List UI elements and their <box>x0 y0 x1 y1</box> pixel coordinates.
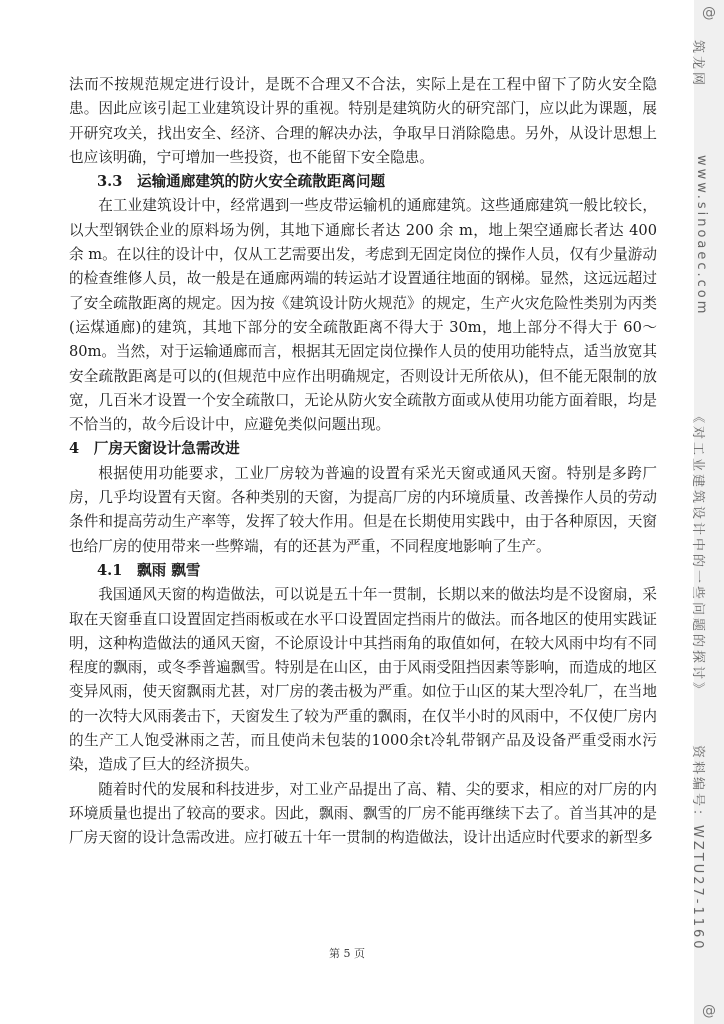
sidebar-document-code: 资料编号：WZTU27-1160 <box>690 745 705 952</box>
section-heading-4-1: 4.1 飘雨 飘雪 <box>97 561 201 579</box>
sidebar-url: www.sinoaec.com <box>694 155 709 317</box>
paragraph: 随着时代的发展和科技进步，对工业产品提出了高、精、尖的要求，相应的对厂房的内环境质量也提出了较高的要求。因此，飘雨、飘雪的厂房不能再继续下去了。首当其冲的是厂房天窗的设计急需改进。应打破五十年一贯制的构造做法，设计出适应时代要求的新型多 <box>69 780 657 847</box>
paragraph: 法而不按规范规定进行设计，是既不合理又不合法，实际上是在工程中留下了防火安全隐患。因此应该引起工业建筑设计界的重视。特别是建筑防火的研究部门，应以此为课题，展开研究攻关，找出安全、经济、合理的解决办法，争取早日消除隐患。另外，从设计思想上也应该明确，宁可增加一些投资，也不能留下安全隐患。 <box>69 76 657 166</box>
paragraph: 我国通风天窗的构造做法，可以说是五十年一贯制，长期以来的做法均是不设窗扇，采取在天窗垂直口设置固定挡雨板或在水平口设置固定挡雨片的做法。而各地区的使用实践证明，这种构造做法的通风天窗，不论原设计中其挡雨角的取值如何，在较大风雨中均有不同程度的飘雨，或冬季普遍飘雪。特别是在山区，由于风雨受阻挡因素等影响，而造成的地区变异风雨，使天窗飘雨尤甚，对厂房的袭击极为严重。如位于山区的某大型冷轧厂，在当地的一次特大风雨袭击下，天窗发生了较为严重的飘雨，在仅半小时的风雨中，不仅使厂房内的生产工人饱受淋雨之苦，而且使尚未包装的1000余t冷轧带钢产品及设备严重受雨水污染，造成了巨大的经济损失。 <box>69 586 657 774</box>
document-body <box>69 73 657 851</box>
section-heading-4: 4 厂房天窗设计急需改进 <box>69 440 240 458</box>
at-icon: @ <box>702 1003 716 1019</box>
page-number: 第 5 页 <box>329 947 365 960</box>
at-icon: @ <box>702 5 716 21</box>
section-heading-3-3: 3.3 运输通廊建筑的防火安全疏散距离问题 <box>97 173 386 191</box>
watermark-sidebar <box>690 0 724 1024</box>
sidebar-document-title: 《对工业建筑设计中的一些问题的探讨》 <box>690 410 705 699</box>
paragraph: 根据使用功能要求，工业厂房较为普遍的设置有采光天窗或通风天窗。特别是多跨厂房，几乎均设置有天窗。各种类别的天窗，为提高厂房的内环境质量、改善操作人员的劳动条件和提高劳动生产率等，发挥了较大作用。但是在长期使用实践中，由于各种原因，天窗也给厂房的使用带来一些弊端，有的还甚为严重，不同程度地影响了生产。 <box>69 464 657 555</box>
paragraph: 在工业建筑设计中，经常遇到一些皮带运输机的通廊建筑。这些通廊建筑一般比较长，以大型钢铁企业的原料场为例，其地下通廊长者达 200 余 m，地上架空通廊长者达 400 余 m。在以往的设计中，仅从工艺需要出发，考虑到无固定岗位的操作人员，仅有少量游动的检查维修人员，故一般是在通廊两端的转运站才设置通往地面的钢梯。显然，这远远超过了安全疏散距离的规定。因为按《建筑设计防火规范》的规定，生产火灾危险性类别为丙类(运煤通廊)的建筑，其地下部分的安全疏散距离不得大于 30m，地上部分不得大于 60～80m。当然，对于运输通廊而言，根据其无固定岗位操作人员的使用功能特点，适当放宽其安全疏散距离是可以的(但规范中应作出明确规定，否则设计无所依从)，但不能无限制的放宽，几百米才设置一个安全疏散口，无论从防火安全疏散方面或从使用功能方面着眼，均是不恰当的，故今后设计中，应避免类似问题出现。 <box>69 197 658 434</box>
sidebar-site-name: 筑龙网 <box>690 40 705 89</box>
